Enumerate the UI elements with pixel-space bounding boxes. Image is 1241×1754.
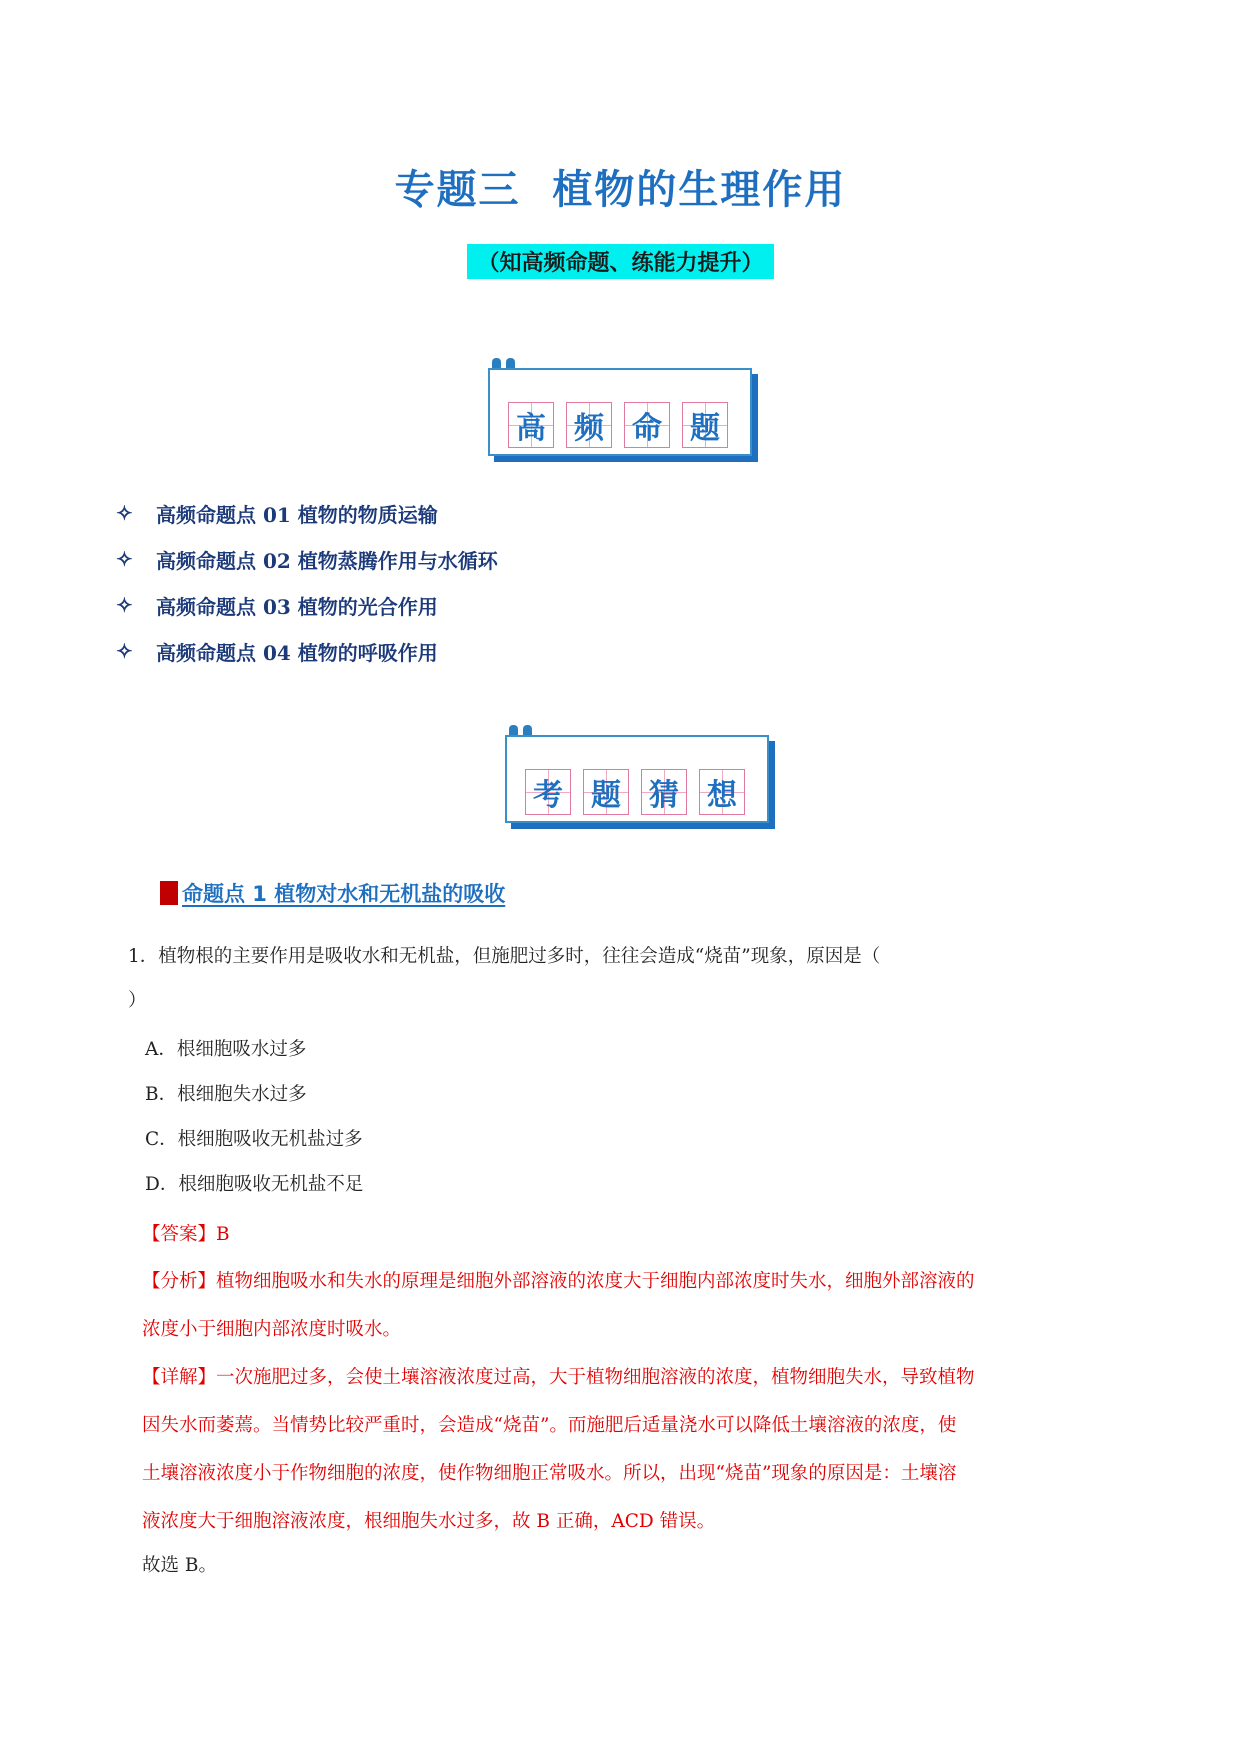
question-stem-line: ） [128, 990, 147, 1011]
page-title: 专题三 植物的生理作用 [394, 167, 847, 213]
section-heading [160, 878, 505, 908]
badge-char: 猜 [641, 769, 687, 815]
badge-char: 频 [566, 402, 612, 448]
diamond-bullet-icon: ✧ [116, 547, 133, 571]
list-item [116, 582, 498, 628]
topic-list [116, 490, 498, 674]
detail-text: 一次施肥过多，会使土壤溶液浓度过高，大于植物细胞溶液的浓度，植物细胞失水，导致植物 [216, 1367, 975, 1388]
question-stem-line: 1．植物根的主要作用是吸收水和无机盐，但施肥过多时，往往会造成“烧苗”现象，原因是（ [128, 946, 881, 967]
analysis-text: 植物细胞吸水和失水的原理是细胞外部溶液的浓度大于细胞内部浓度时失水，细胞外部溶液的 [216, 1271, 975, 1292]
section-marker-icon [160, 881, 178, 905]
answer-tag: 【答案】 [142, 1224, 217, 1245]
diamond-bullet-icon: ✧ [116, 501, 133, 525]
badge-frame [488, 368, 752, 456]
option-c: C．根细胞吸收无机盐过多 [145, 1129, 363, 1150]
badge-char: 题 [682, 402, 728, 448]
question-stem [128, 935, 1128, 1023]
conclusion-line: 故选 B。 [142, 1555, 217, 1576]
topic-label: 高频命题点 03 植物的光合作用 [156, 594, 438, 619]
question-options [145, 1027, 363, 1207]
badge-char: 考 [525, 769, 571, 815]
section-heading-text: 命题点 1 植物对水和无机盐的吸收 [182, 882, 506, 906]
diamond-bullet-icon: ✧ [116, 639, 133, 663]
detail-line [142, 1354, 1132, 1402]
list-item [116, 628, 498, 674]
option-b: B．根细胞失水过多 [145, 1084, 307, 1105]
list-item [116, 490, 498, 536]
analysis-tag: 【分析】 [142, 1271, 217, 1292]
answer-block [142, 1212, 1132, 1586]
detail-line: 土壤溶液浓度小于作物细胞的浓度，使作物细胞正常吸水。所以，出现“烧苗”现象的原因是：土壤溶 [142, 1463, 957, 1484]
detail-tag: 【详解】 [142, 1367, 217, 1388]
subtitle-wrapper [0, 244, 1241, 279]
analysis-line [142, 1258, 1132, 1306]
badge-char: 题 [583, 769, 629, 815]
topic-label: 高频命题点 02 植物蒸腾作用与水循环 [156, 548, 498, 573]
answer-value: B [216, 1224, 230, 1245]
badge-char: 想 [699, 769, 745, 815]
answer-line [142, 1212, 1132, 1258]
page-subtitle: （知高频命题、练能力提升） [467, 244, 773, 279]
badge-exam-guess [505, 725, 767, 821]
badge-frame [505, 735, 769, 823]
detail-line: 液浓度大于细胞溶液浓度，根细胞失水过多，故 B 正确，ACD 错误。 [142, 1511, 716, 1532]
list-item [116, 536, 498, 582]
diamond-bullet-icon: ✧ [116, 593, 133, 617]
option-d: D．根细胞吸收无机盐不足 [145, 1174, 364, 1195]
badge-char: 高 [508, 402, 554, 448]
option-a: A．根细胞吸水过多 [145, 1039, 307, 1060]
badge-char: 命 [624, 402, 670, 448]
topic-label: 高频命题点 04 植物的呼吸作用 [156, 640, 438, 665]
topic-label: 高频命题点 01 植物的物质运输 [156, 502, 438, 527]
badge-high-frequency [488, 358, 750, 454]
analysis-line: 浓度小于细胞内部浓度时吸水。 [142, 1319, 402, 1340]
detail-line: 因失水而萎蔫。当情势比较严重时，会造成“烧苗”。而施肥后适量浇水可以降低土壤溶液的浓度，使 [142, 1415, 957, 1436]
